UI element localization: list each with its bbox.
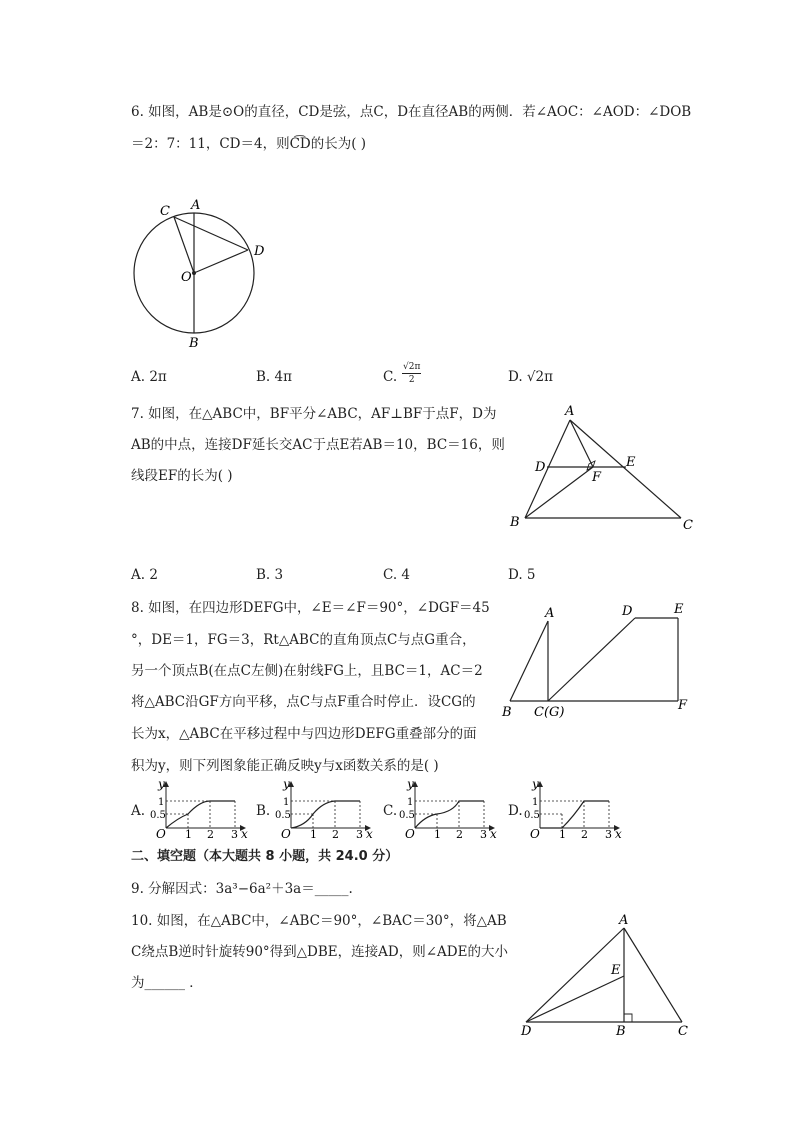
q10-label-a: A bbox=[619, 913, 629, 928]
q6-option-c: C. bbox=[383, 369, 398, 385]
q8-line2: °，DE＝1，FG＝3，Rt△ABC的直角顶点C与点G重合， bbox=[131, 632, 476, 648]
q8-label-a: A bbox=[545, 606, 555, 621]
q8-option-a: A. bbox=[131, 803, 146, 819]
q7-label-d: D bbox=[535, 460, 546, 475]
q10-line3: 为______ ． bbox=[131, 975, 203, 991]
section-heading: 二、填空题（本大题共 8 小题，共 24.0 分） bbox=[131, 849, 399, 864]
q7-label-a: A bbox=[565, 404, 575, 419]
graph-c-x: x bbox=[490, 827, 497, 841]
q7-option-d: D. 5 bbox=[508, 567, 536, 583]
q8-label-e: E bbox=[674, 602, 684, 617]
graph-b-t3: 3 bbox=[356, 828, 363, 841]
graph-d-x: x bbox=[615, 827, 622, 841]
q10-label-b: B bbox=[616, 1024, 626, 1039]
q7-label-c: C bbox=[683, 518, 693, 533]
q8-graph-a bbox=[148, 778, 248, 840]
q6-option-c-num: √2π bbox=[403, 362, 421, 372]
q6-circle-figure bbox=[120, 190, 280, 350]
graph-b-x: x bbox=[366, 827, 373, 841]
q8-label-d: D bbox=[622, 604, 633, 619]
graph-d-ty05: 0.5 bbox=[524, 810, 540, 821]
q6-option-c-den: 2 bbox=[408, 375, 415, 385]
q7-label-b: B bbox=[510, 515, 520, 530]
graph-c-o: O bbox=[405, 827, 415, 841]
graph-b-ty1: 1 bbox=[283, 797, 290, 808]
q7-line2: AB的中点，连接DF延长交AC于点E若AB＝10，BC＝16，则 bbox=[131, 437, 505, 453]
q8-graph-b bbox=[273, 778, 373, 840]
q6-option-c-fraction bbox=[402, 361, 421, 386]
q10-line2: C绕点B逆时针旋转90°得到△DBE，连接AD，则∠ADE的大小 bbox=[131, 944, 508, 960]
graph-c-t1: 1 bbox=[434, 828, 441, 841]
q6-line1: 6. 如图，AB是⊙O的直径，CD是弦，点C，D在直径AB的两侧．若∠AOC：∠AOD：∠DOB bbox=[131, 104, 692, 120]
q6-label-d: D bbox=[254, 244, 265, 259]
q8-label-cg: C(G) bbox=[534, 705, 565, 720]
q8-line5: 长为x，△ABC在平移过程中与四边形DEFG重叠部分的面 bbox=[131, 726, 477, 742]
graph-b-t2: 2 bbox=[332, 828, 339, 841]
graph-c-y: y bbox=[407, 777, 414, 791]
graph-c-t2: 2 bbox=[456, 828, 463, 841]
q7-option-b: B. 3 bbox=[256, 567, 284, 583]
q7-option-a: A. 2 bbox=[131, 567, 158, 583]
graph-d-ty1: 1 bbox=[532, 797, 539, 808]
q8-option-c: C. bbox=[383, 803, 398, 819]
q7-triangle-figure bbox=[505, 400, 705, 535]
graph-a-ty1: 1 bbox=[158, 797, 165, 808]
q7-label-e: E bbox=[626, 455, 636, 470]
graph-a-t3: 3 bbox=[231, 828, 238, 841]
q7-label-f: F bbox=[592, 470, 602, 485]
q10-label-e: E bbox=[611, 963, 621, 978]
graph-a-t1: 1 bbox=[185, 828, 192, 841]
graph-d-t2: 2 bbox=[581, 828, 588, 841]
q6-label-b: B bbox=[189, 336, 199, 351]
graph-d-y: y bbox=[532, 777, 539, 791]
q7-line1: 7. 如图，在△ABC中，BF平分∠ABC，AF⊥BF于点F，D为 bbox=[131, 406, 497, 422]
q8-option-d: D. bbox=[508, 803, 523, 819]
graph-b-o: O bbox=[281, 827, 291, 841]
graph-a-x: x bbox=[241, 827, 248, 841]
q6-label-c: C bbox=[160, 204, 170, 219]
q10-label-c: C bbox=[678, 1024, 688, 1039]
q6-label-o: O bbox=[181, 270, 192, 285]
q6-line2: ＝2：7：11，CD＝4，则C͡D的长为( ) bbox=[131, 136, 367, 152]
q10-label-d: D bbox=[521, 1024, 532, 1039]
graph-c-ty05: 0.5 bbox=[399, 810, 415, 821]
graph-d-t1: 1 bbox=[559, 828, 566, 841]
q8-label-b: B bbox=[502, 705, 512, 720]
q8-graph-c bbox=[397, 778, 497, 840]
q8-line6: 积为y，则下列图象能正确反映y与x函数关系的是( ) bbox=[131, 758, 439, 774]
graph-b-ty05: 0.5 bbox=[275, 810, 291, 821]
q8-line3: 另一个顶点B(在点C左侧)在射线FG上，且BC＝1，AC＝2 bbox=[131, 663, 483, 679]
graph-d-o: O bbox=[530, 827, 540, 841]
graph-b-y: y bbox=[283, 777, 290, 791]
q8-graph-d bbox=[522, 778, 622, 840]
q6-option-d: D. √2π bbox=[508, 369, 553, 385]
q7-line3: 线段EF的长为( ) bbox=[131, 468, 233, 484]
graph-a-y: y bbox=[158, 777, 165, 791]
q9-line: 9. 分解因式：3a³−6a²＋3a＝_____. bbox=[131, 881, 353, 897]
q6-label-a: A bbox=[191, 198, 201, 213]
q10-triangle-figure bbox=[512, 910, 702, 1045]
graph-c-t3: 3 bbox=[480, 828, 487, 841]
graph-c-ty1: 1 bbox=[407, 797, 414, 808]
graph-a-o: O bbox=[156, 827, 166, 841]
q8-label-f: F bbox=[678, 698, 688, 713]
q8-line1: 8. 如图，在四边形DEFG中，∠E＝∠F＝90°，∠DGF＝45 bbox=[131, 600, 490, 616]
graph-a-t2: 2 bbox=[207, 828, 214, 841]
q7-option-c: C. 4 bbox=[383, 567, 411, 583]
q8-quadrilateral-figure bbox=[500, 598, 700, 723]
q6-option-b: B. 4π bbox=[256, 369, 292, 385]
graph-b-t1: 1 bbox=[310, 828, 317, 841]
q8-option-b: B. bbox=[256, 803, 271, 819]
q6-option-a: A. 2π bbox=[131, 369, 167, 385]
q10-line1: 10. 如图，在△ABC中，∠ABC＝90°，∠BAC＝30°，将△AB bbox=[131, 913, 507, 929]
graph-d-t3: 3 bbox=[605, 828, 612, 841]
graph-a-ty05: 0.5 bbox=[150, 810, 166, 821]
q8-line4: 将△ABC沿GF方向平移，点C与点F重合时停止．设CG的 bbox=[131, 694, 476, 710]
